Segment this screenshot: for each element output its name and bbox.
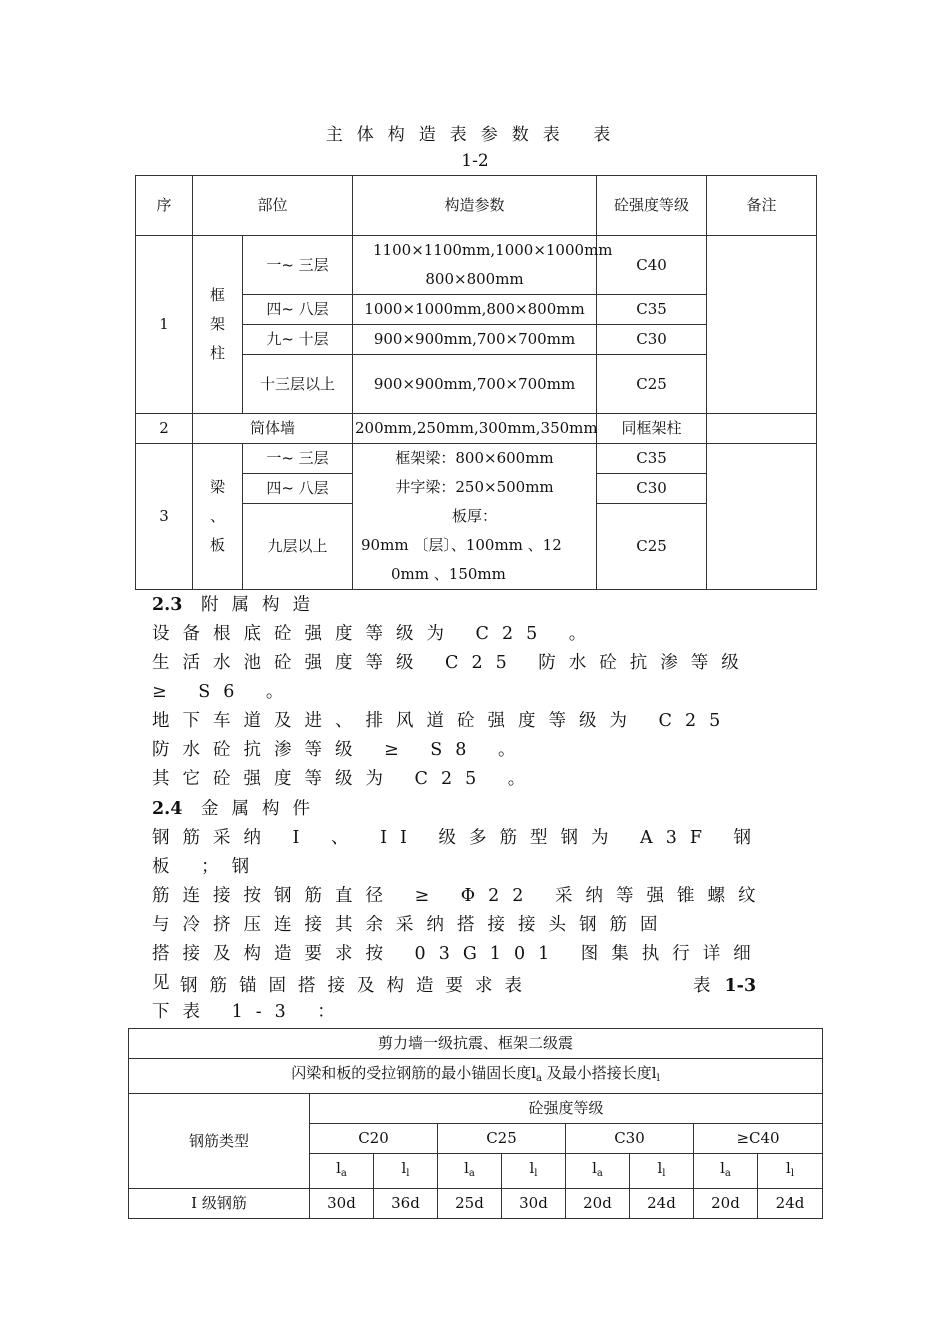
row1-no: 1 — [136, 236, 193, 414]
row2-no: 2 — [136, 414, 193, 444]
value-cell: 20d — [694, 1189, 758, 1219]
row1-remark — [707, 236, 817, 414]
table3-subtitle-row: 闪梁和板的受拉钢筋的最小锚固长度$l_a$ 及最小搭接长度$l_l$ — [129, 1059, 823, 1094]
structure-parameter-table — [135, 175, 817, 590]
document-title-number: 1-2 — [461, 151, 489, 171]
header-params: 构造参数 — [353, 176, 597, 236]
paragraph-line: 其它砼强度等级为 C25 。 — [152, 769, 539, 789]
rebar-anchorage-table — [128, 1028, 823, 1219]
paragraph-line: 防水砼抗渗等级 ≥ S8 。 — [152, 740, 529, 760]
header-part: 部位 — [193, 176, 353, 236]
row2-remark — [707, 414, 817, 444]
l1-header: $l_l$ — [502, 1154, 566, 1189]
row2-params: 200mm,250mm,300mm,350mm — [353, 414, 597, 444]
header-remark: 备注 — [707, 176, 817, 236]
value-cell: 25d — [438, 1189, 502, 1219]
row3-grade: C25 — [597, 504, 707, 590]
grade-header: C25 — [438, 1124, 566, 1154]
row2-part: 筒体墙 — [193, 414, 353, 444]
l1-header: $l_l$ — [374, 1154, 438, 1189]
rebar-type-cell: I 级钢筋 — [129, 1189, 310, 1219]
value-cell: 36d — [374, 1189, 438, 1219]
row3-floor: 一~ 三层 — [243, 444, 353, 474]
paragraph-line: 筋连接按钢筋直径 ≥ Φ22 采纳等强锥螺纹 — [152, 886, 769, 906]
table3-title-row: 剪力墙一级抗震、框架二级震 — [129, 1029, 823, 1059]
row1-params: 900×900mm,700×700mm — [353, 355, 597, 414]
row3-floor: 九层以上 — [243, 504, 353, 590]
row3-floor: 四~ 八层 — [243, 474, 353, 504]
paragraph-line: 地下车道及进、排风道砼强度等级为 C25 — [152, 711, 734, 731]
la-header: $l_a$ — [438, 1154, 502, 1189]
row1-grade: C40 — [597, 236, 707, 295]
grade-header: C20 — [310, 1124, 438, 1154]
paragraph-line: 下表 1-3 ： — [152, 1002, 348, 1022]
row3-grade: C35 — [597, 444, 707, 474]
paragraph-line: 生活水池砼强度等级 C25 防水砼抗渗等级 — [152, 653, 752, 673]
document-title: 主体构造表参数表 表 — [325, 125, 625, 145]
l1-header: $l_l$ — [758, 1154, 823, 1189]
row3-grade: C30 — [597, 474, 707, 504]
paragraph-line: 钢筋采纳 I 、 II 级多筋型钢为 A3F 钢板 ；钢 — [152, 828, 765, 877]
la-header: $l_a$ — [566, 1154, 630, 1189]
header-no: 序 — [136, 176, 193, 236]
beam-slab-label: 梁 、 板 — [193, 444, 243, 590]
row1-floor: 四~ 八层 — [243, 295, 353, 325]
row1-params: 900×900mm,700×700mm — [353, 325, 597, 355]
la-header: $l_a$ — [310, 1154, 374, 1189]
value-cell: 30d — [310, 1189, 374, 1219]
row1-floor: 九~ 十层 — [243, 325, 353, 355]
la-header: $l_a$ — [694, 1154, 758, 1189]
paragraph-line: 搭接及构造要求按 03G101 图集执行详细见 — [152, 944, 764, 993]
paragraph-line: 设备根底砼强度等级为 C25 。 — [152, 624, 600, 644]
section-heading: 2.4 金属构件 — [152, 799, 324, 819]
row2-grade: 同框架柱 — [597, 414, 707, 444]
row3-remark — [707, 444, 817, 590]
row1-params: 1000×1000mm,800×800mm — [353, 295, 597, 325]
paragraph-line: ≥ S6 。 — [152, 682, 297, 702]
row3-params: 框架梁：800×600mm 井字梁：250×500mm 板厚： 90mm 〔层〕、100mm 、12 0mm 、150mm — [353, 444, 597, 590]
row1-params: 1100×1100mm,1000×1000mm 800×800mm — [353, 236, 597, 295]
value-cell: 24d — [630, 1189, 694, 1219]
strength-header: 砼强度等级 — [310, 1094, 823, 1124]
section-heading: 2.3 附属构造 — [152, 595, 324, 615]
section-2-3 — [152, 591, 792, 794]
row1-grade: C30 — [597, 325, 707, 355]
table3-number: 表 1-3 — [693, 976, 757, 996]
table3-caption: 钢筋锚固搭接及构造要求表 — [180, 976, 534, 996]
row3-no: 3 — [136, 444, 193, 590]
row1-grade: C35 — [597, 295, 707, 325]
row1-floor: 十三层以上 — [243, 355, 353, 414]
frame-column-label: 框 架 柱 — [193, 236, 243, 414]
row1-grade: C25 — [597, 355, 707, 414]
grade-header: C30 — [566, 1124, 694, 1154]
grade-header: ≥C40 — [694, 1124, 823, 1154]
header-grade: 砼强度等级 — [597, 176, 707, 236]
value-cell: 24d — [758, 1189, 823, 1219]
l1-header: $l_l$ — [630, 1154, 694, 1189]
paragraph-line: 与冷挤压连接其余采纳搭接接头钢筋固 — [152, 915, 671, 935]
row1-floor: 一~ 三层 — [243, 236, 353, 295]
value-cell: 20d — [566, 1189, 630, 1219]
value-cell: 30d — [502, 1189, 566, 1219]
rebar-type-header: 钢筋类型 — [129, 1094, 310, 1189]
